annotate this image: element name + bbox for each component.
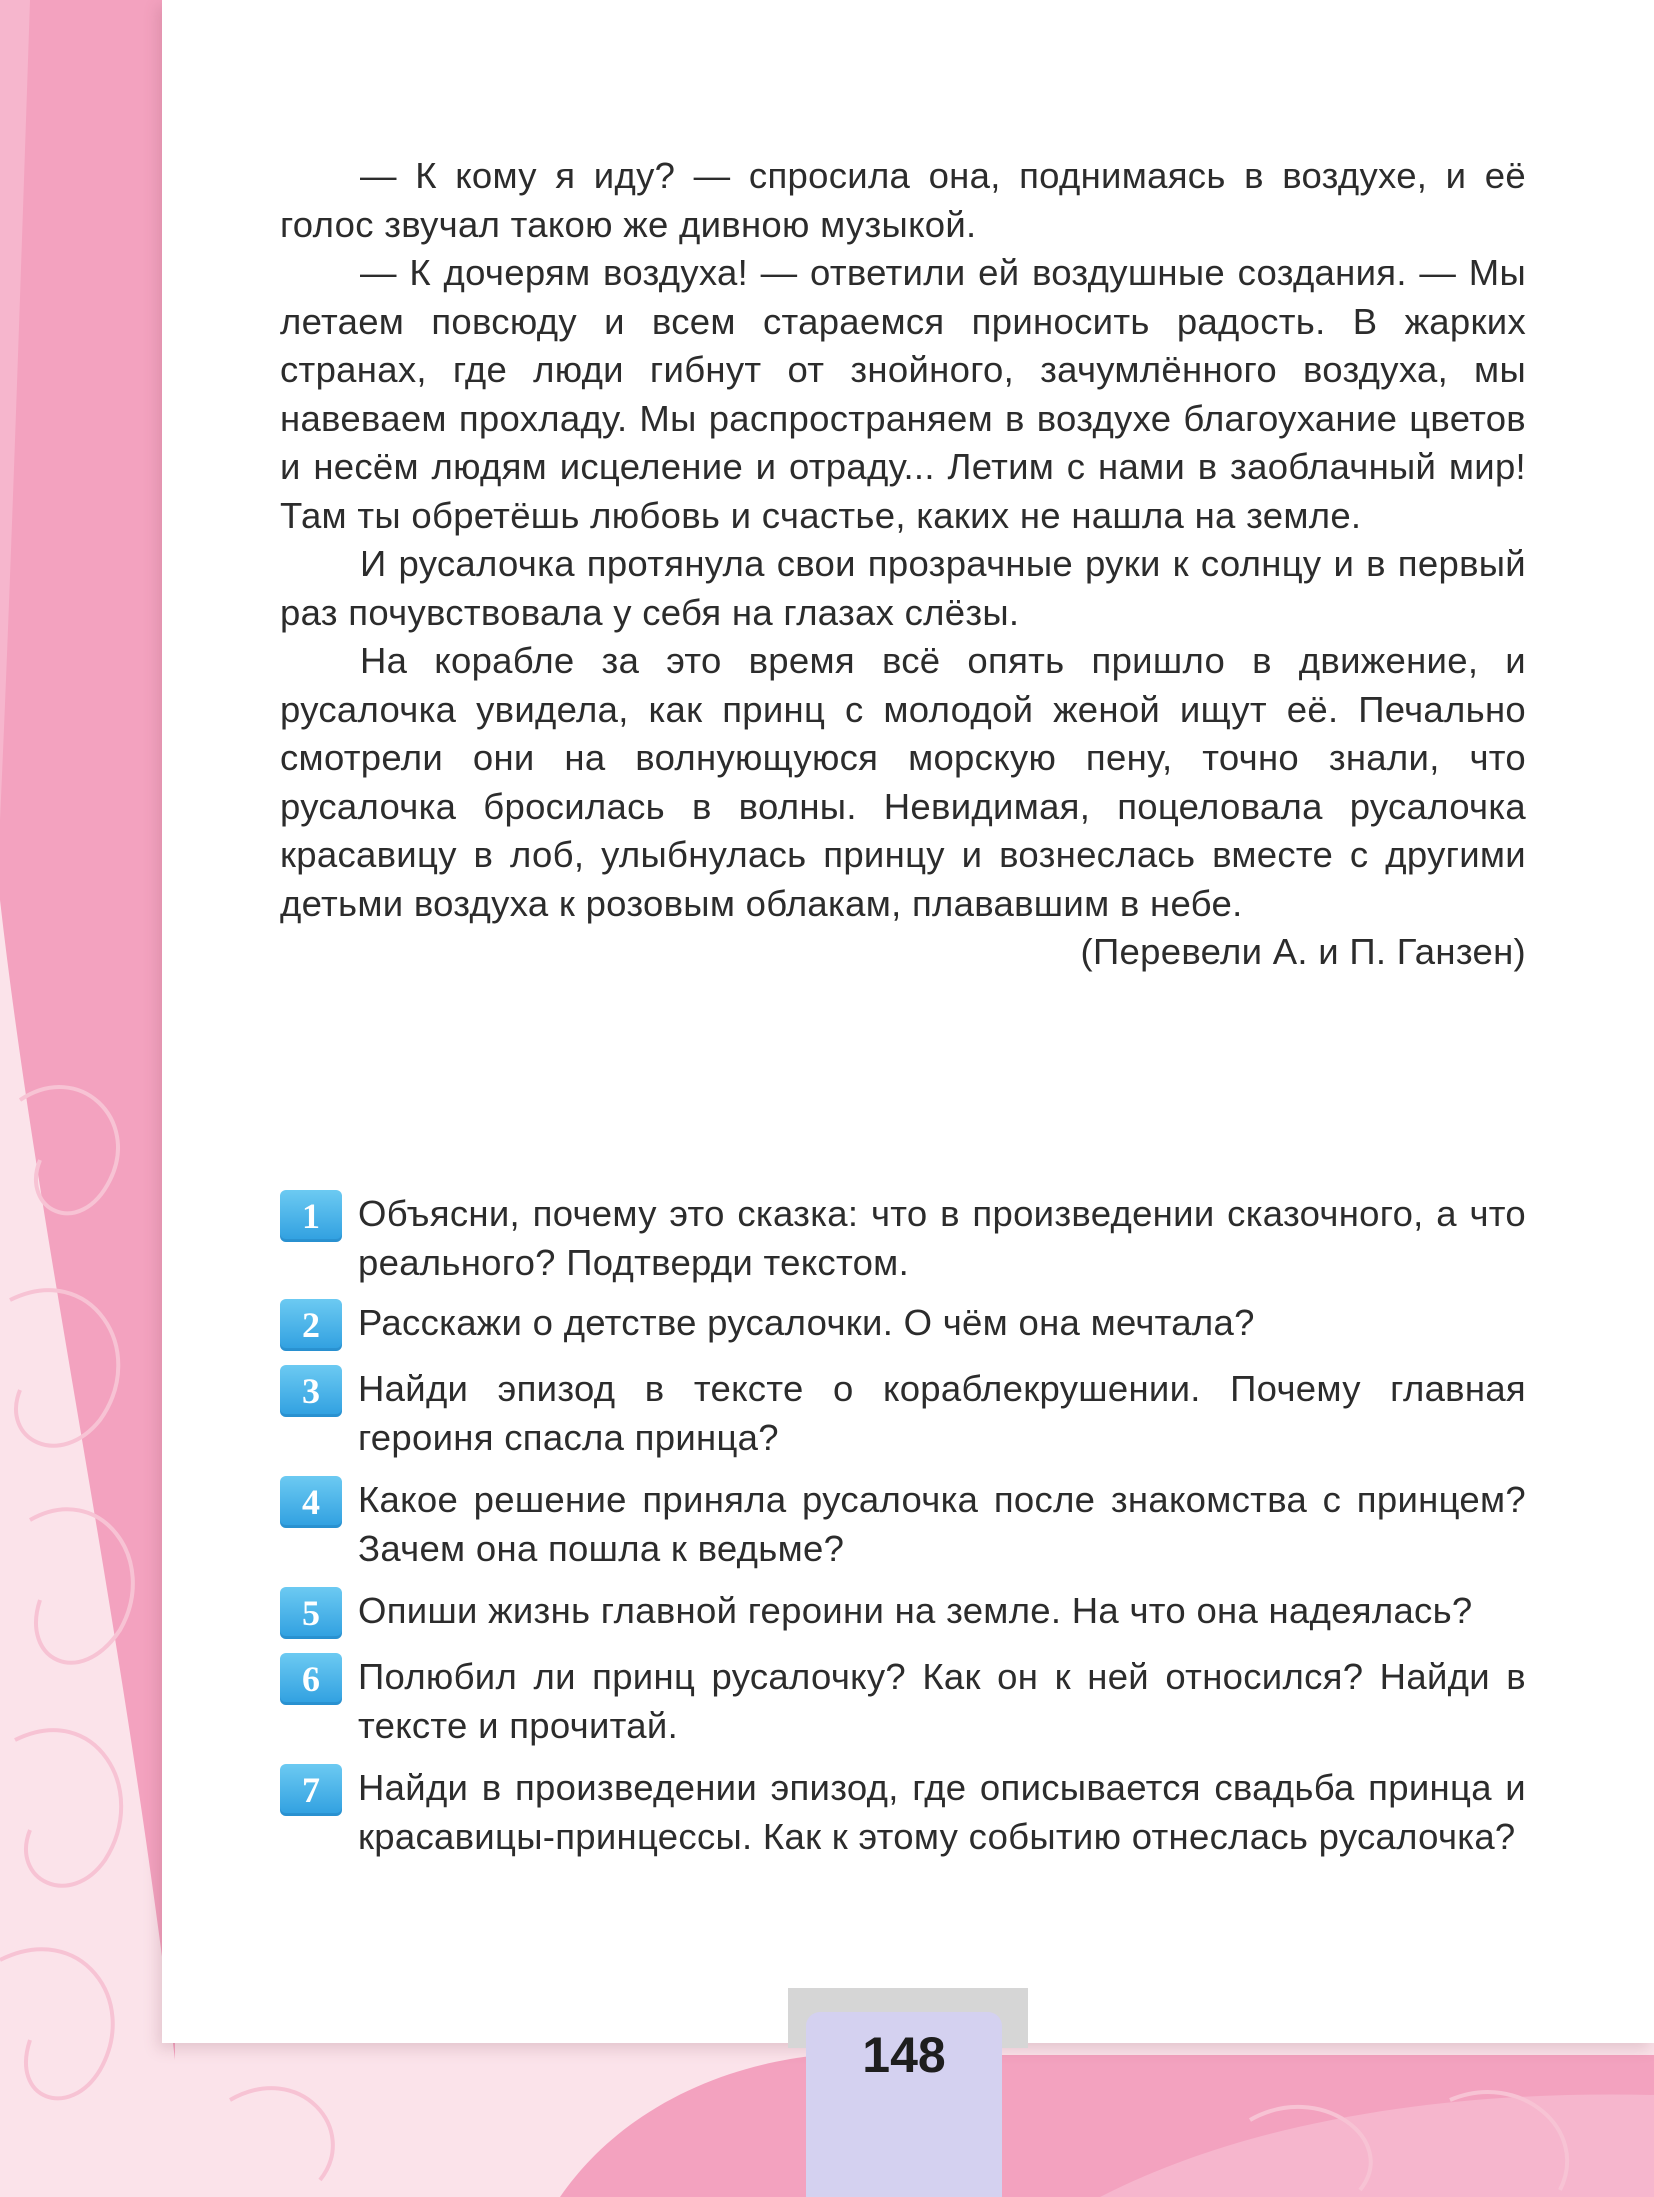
- question-number-badge: 6: [280, 1653, 342, 1705]
- question-item: [280, 1653, 1526, 1750]
- questions-list: [280, 1190, 1526, 1861]
- question-number-badge: 5: [280, 1587, 342, 1639]
- translator-credit: (Перевели А. и П. Ганзен): [1080, 931, 1526, 972]
- story-paragraph: — К кому я иду? — спросила она, поднимаясь в воздухе, и её голос звучал такою же дивною музыкой.: [280, 155, 1526, 245]
- question-item: [280, 1764, 1526, 1861]
- story-paragraph: И русалочка протянула свои прозрачные руки к солнцу и в первый раз почувствовала у себя на глазах слёзы.: [280, 543, 1526, 633]
- question-number-badge: 2: [280, 1299, 342, 1351]
- question-number-badge: 3: [280, 1365, 342, 1417]
- question-item: [280, 1587, 1526, 1639]
- question-item: [280, 1365, 1526, 1462]
- question-item: [280, 1299, 1526, 1351]
- question-text: Объясни, почему это сказка: что в произведении сказочного, а что реального? Подтверди текстом.: [358, 1193, 1526, 1283]
- question-text: Опиши жизнь главной героини на земле. На что она надеялась?: [358, 1590, 1473, 1631]
- question-item: [280, 1476, 1526, 1573]
- question-text: Найди эпизод в тексте о кораблекрушении. Почему главная героиня спасла принца?: [358, 1368, 1526, 1458]
- question-number-badge: 4: [280, 1476, 342, 1528]
- story-text: [280, 152, 1526, 977]
- question-text: Расскажи о детстве русалочки. О чём она мечтала?: [358, 1302, 1255, 1343]
- question-text: Полюбил ли принц русалочку? Как он к ней относился? Найди в тексте и прочитай.: [358, 1656, 1526, 1746]
- question-text: Какое решение приняла русалочка после знакомства с принцем? Зачем она пошла к ведьме?: [358, 1479, 1526, 1569]
- question-number-badge: 7: [280, 1764, 342, 1816]
- question-number-badge: 1: [280, 1190, 342, 1242]
- story-paragraph: На корабле за это время всё опять пришло в движение, и русалочка увидела, как принц с молодой женой ищут её. Печально смотрели они на волнующуюся морскую пену, точно знали, что русалочка бросилась в волны. Невидимая, поцеловала русалочка красавицу в лоб, улыбнулась принцу и вознеслась вместе с другими детьми воздуха к розовым облакам, плававшим в небе.: [280, 640, 1526, 924]
- question-item: [280, 1190, 1526, 1287]
- page-number: 148: [862, 2027, 946, 2083]
- story-paragraph: — К дочерям воздуха! — ответили ей воздушные создания. — Мы летаем повсюду и всем стараемся приносить радость. В жарких странах, где люди гибнут от знойного, зачумлённого воздуха, мы навеваем прохладу. Мы распространяем в воздухе благоухание цветов и несём людям исцеление и отраду... Летим с нами в заоблачный мир! Там ты обретёшь любовь и счастье, каких не нашла на земле.: [280, 252, 1526, 536]
- question-text: Найди в произведении эпизод, где описывается свадьба принца и красавицы-принцессы. Как к этому событию отнеслась русалочка?: [358, 1767, 1526, 1857]
